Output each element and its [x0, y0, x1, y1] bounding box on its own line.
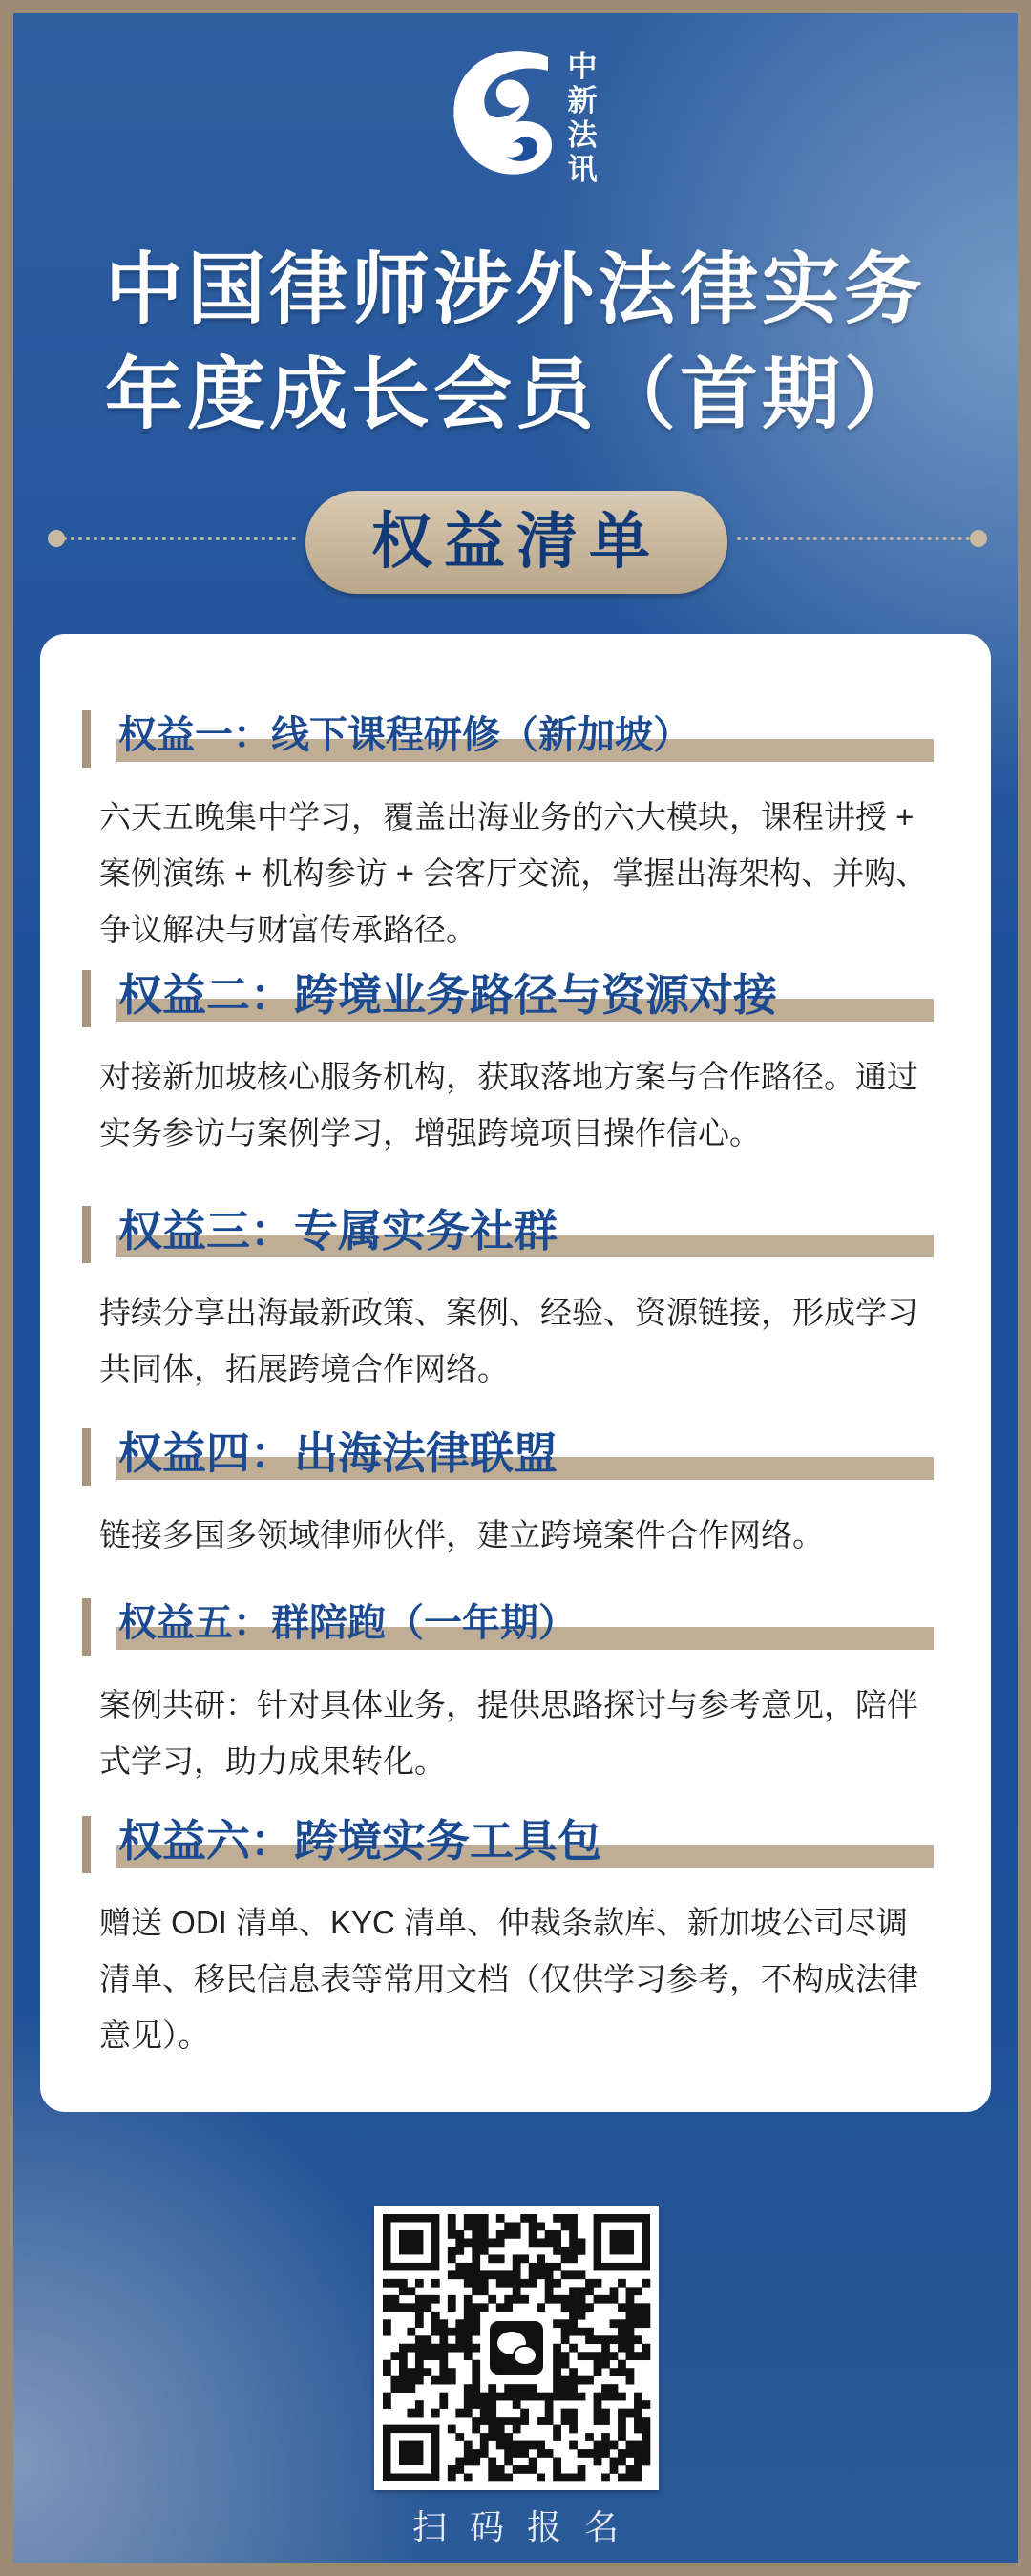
logo-char: 新 [567, 84, 598, 118]
accent-bar [82, 710, 91, 768]
logo-char: 中 [567, 50, 598, 84]
page-title-line-1: 中国律师涉外法律实务 [104, 244, 926, 335]
divider-dot [970, 530, 987, 547]
benefits-card [40, 634, 991, 2112]
logo-char: 讯 [567, 153, 598, 187]
dotted-divider-right [737, 537, 978, 540]
qr-finder-pattern [610, 2230, 634, 2254]
accent-bar [82, 1816, 91, 1873]
benefit-description: 案例共研：针对具体业务，提供思路探讨与参考意见，陪伴式学习，助力成果转化。 [99, 1687, 918, 1779]
accent-bar [82, 1428, 91, 1486]
section-banner: 权益清单 [305, 491, 727, 594]
benefit-title: 权益六：跨境实务工具包 [118, 1815, 601, 1867]
accent-bar [82, 1206, 91, 1263]
logo-char: 法 [567, 118, 598, 153]
benefit-description: 赠送 ODI 清单、KYC 清单、仲裁条款库、新加坡公司尽调清单、移民信息表等常用文档（仅供学习参考，不构成法律意见）。 [99, 1905, 918, 2053]
wechat-icon [490, 2321, 543, 2375]
logo-mark-icon [441, 46, 565, 189]
benefit-title: 权益三：专属实务社群 [118, 1205, 558, 1256]
benefit-item [40, 964, 991, 1161]
benefit-title: 权益一：线下课程研修（新加坡） [118, 713, 691, 757]
benefit-item [40, 1200, 991, 1397]
qr-finder-pattern [399, 2441, 423, 2465]
benefit-title: 权益五：群陪跑（一年期） [118, 1601, 577, 1645]
qr-finder-pattern [399, 2230, 423, 2254]
poster [13, 13, 1018, 2563]
qr-code-image [374, 2206, 659, 2490]
benefit-title: 权益二：跨境业务路径与资源对接 [118, 969, 777, 1021]
logo-wordmark [563, 50, 601, 187]
benefit-description: 链接多国多领域律师伙伴，建立跨境案件合作网络。 [99, 1517, 824, 1552]
benefit-description: 持续分享出海最新政策、案例、经验、资源链接，形成学习共同体，拓展跨境合作网络。 [99, 1295, 918, 1386]
dotted-divider-left [55, 537, 296, 540]
benefit-item [40, 1810, 991, 2063]
qr-code[interactable] [374, 2206, 659, 2490]
qr-caption: 扫码报名 [411, 2508, 642, 2547]
brand-logo [441, 46, 613, 189]
page-title-line-2: 年度成长会员（首期） [104, 349, 926, 440]
benefit-description: 六天五晚集中学习，覆盖出海业务的六大模块，课程讲授 + 案例演练 + 机构参访 + 会客厅交流，掌握出海架构、并购、争议解决与财富传承路径。 [99, 799, 928, 947]
benefit-description: 对接新加坡核心服务机构，获取落地方案与合作路径。通过实务参访与案例学习，增强跨境项目操作信心。 [99, 1059, 918, 1151]
benefit-item [40, 705, 991, 958]
benefit-item [40, 1423, 991, 1563]
accent-bar [82, 1598, 91, 1656]
accent-bar [82, 970, 91, 1027]
benefit-item [40, 1593, 991, 1789]
benefit-title: 权益四：出海法律联盟 [118, 1427, 558, 1479]
